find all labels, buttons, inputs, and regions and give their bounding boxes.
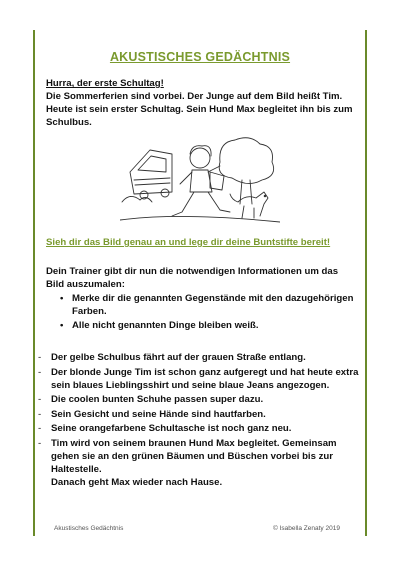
boy-arms <box>180 166 220 184</box>
trainer-bullets <box>46 292 358 332</box>
list-item: - Der gelbe Schulbus fährt auf der grauen Straße entlang. <box>38 351 360 364</box>
list-item-text: Tim wird von seinem braunen Hund Max begleitet. Gemeinsam gehen sie an den grünen Bäumen und Büschen vorbei bis zur Haltestelle. <box>51 437 337 475</box>
tree-crown <box>219 138 273 184</box>
list-item: - Der blonde Junge Tim ist schon ganz aufgeregt und hat heute extra sein blaues Lieblingsshirt und seine blaue Jeans angezogen. <box>38 366 360 392</box>
list-item-last <box>38 437 360 489</box>
instruction-line: Sieh dir das Bild genau an und lege dir deine Buntstifte bereit! <box>46 237 331 248</box>
list-item: - Seine orangefarbene Schultasche ist noch ganz neu. <box>38 422 360 435</box>
intro-section <box>46 77 358 129</box>
page-title: AKUSTISCHES GEDÄCHTNIS <box>109 50 291 64</box>
bus-stripes <box>134 178 170 185</box>
coloring-illustration <box>120 132 280 227</box>
left-border-line <box>33 30 35 536</box>
boy-head <box>190 148 210 168</box>
list-item: - Sein Gesicht und seine Hände sind hautfarben. <box>38 408 360 421</box>
right-border-line <box>365 30 367 536</box>
color-instructions <box>38 351 360 490</box>
intro-subhead: Hurra, der erste Schultag! <box>46 78 164 89</box>
dog <box>230 192 268 218</box>
boy-legs <box>172 192 230 216</box>
bullet-item: • Alle nicht genannten Dinge bleiben weiß. <box>60 319 358 332</box>
bus-wheel <box>161 189 169 197</box>
bullet-item: • Merke dir die genannten Gegenstände mit den dazugehörigen Farben. <box>60 292 358 318</box>
list-item-final: Danach geht Max wieder nach Hause. <box>51 476 223 488</box>
footer-title: Akustisches Gedächtnis <box>54 525 124 532</box>
road <box>120 216 280 222</box>
trainer-section <box>46 265 358 332</box>
list-item: - Die coolen bunten Schuhe passen super dazu. <box>38 393 360 406</box>
footer-copyright: © Isabella Zenaty 2019 <box>273 525 340 532</box>
trainer-text: Dein Trainer gibt dir nun die notwendigen Informationen um das Bild auszumalen: <box>46 266 339 290</box>
schoolbag <box>210 172 224 190</box>
boy-body <box>190 170 212 192</box>
intro-text: Die Sommerferien sind vorbei. Der Junge auf dem Bild heißt Tim. Heute ist sein erster Schultag. Sein Hund Max begleitet ihn bis zum Schulbus. <box>46 91 353 128</box>
